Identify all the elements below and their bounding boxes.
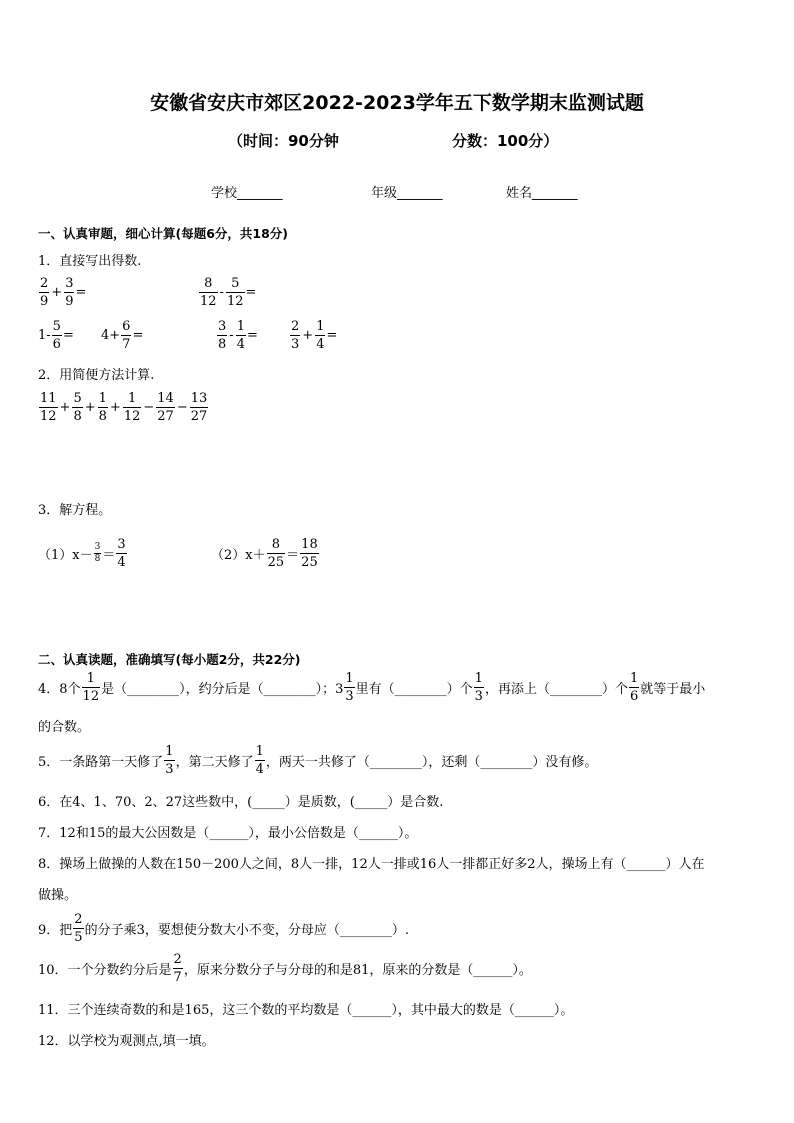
question-4-continued: 的合数。 xyxy=(38,720,91,735)
question-1-label: 1．直接写出得数. xyxy=(38,254,142,269)
exam-time: （时间：90分钟 xyxy=(228,132,339,150)
calc-expression-6: $\frac{2}{3}$ + $\frac{1}{4}$ = xyxy=(291,319,338,352)
exam-score: 分数：100分） xyxy=(452,132,559,150)
question-3-label: 3．解方程。 xyxy=(38,503,112,518)
question-12: 12．以学校为观测点,填一填。 xyxy=(38,1034,215,1049)
question-10: 10．一个分数约分后是 $\frac{2}{7}$ ，原来分数分子与分母的和是81，原来的分数是（______）。 xyxy=(38,952,532,985)
question-4: 4．8个 $\frac{1}{12}$ 是（________），约分后是（________）；3 $\frac{1}{3}$ 里有（________）个 $\frac{1}{3}$ ，再添上（________）个 $\frac{1}{6}$ 就等于最小 xyxy=(38,671,706,704)
section-1-heading: 一、认真审题，细心计算(每题6分，共18分) xyxy=(38,226,289,241)
page-title: 安徽省安庆市郊区2022-2023学年五下数学期末监测试题 xyxy=(150,92,644,114)
question-8: 8．操场上做操的人数在150－200人之间，8人一排，12人一排或16人一排都正好多2人，操场上有（______）人在 xyxy=(38,857,705,872)
calc-expression-5: $\frac{3}{8}$ - $\frac{1}{4}$ = xyxy=(218,319,258,352)
calc-expression-2: $\frac{8}{12}$ - $\frac{5}{12}$ = xyxy=(200,276,257,309)
school-field[interactable]: 学校_______ xyxy=(211,186,283,201)
calc-expression-1: $\frac{2}{9}$ + $\frac{3}{9}$ = xyxy=(40,276,87,309)
question-9: 9．把 $\frac{2}{5}$ 的分子乘3，要想使分数大小不变，分母应（________）. xyxy=(38,912,409,945)
question-8-continued: 做操。 xyxy=(38,888,78,903)
simplify-expression: $\frac{11}{12}$ + $\frac{5}{8}$ + $\frac{1}{8}$ + $\frac{1}{12}$ − $\frac{14}{27}$ − $\frac{13}{27}$ xyxy=(40,391,208,424)
question-7: 7．12和15的最大公因数是（______），最小公倍数是（______）。 xyxy=(38,826,418,841)
calc-expression-4: 4+ $\frac{6}{7}$ = xyxy=(101,319,144,352)
equation-1: （1）x－ $\frac{3}{8}$ ＝ $\frac{3}{4}$ xyxy=(38,537,126,570)
question-2-label: 2．用简便方法计算. xyxy=(38,368,155,383)
name-field[interactable]: 姓名_______ xyxy=(506,186,578,201)
grade-field[interactable]: 年级_______ xyxy=(371,186,443,201)
calc-expression-3: 1- $\frac{5}{6}$ = xyxy=(38,319,74,352)
question-6: 6．在4、1、70、2、27这些数中，(_____）是质数，(_____）是合数. xyxy=(38,795,444,810)
section-2-heading: 二、认真读题，准确填写(每小题2分，共22分) xyxy=(38,652,301,667)
question-11: 11．三个连续奇数的和是165，这三个数的平均数是（______），其中最大的数是（______）。 xyxy=(38,1003,574,1018)
question-5: 5．一条路第一天修了 $\frac{1}{3}$ ，第二天修了 $\frac{1}{4}$ ，两天一共修了（________），还剩（________）没有修。 xyxy=(38,744,598,777)
equation-2: （2）x＋ $\frac{8}{25}$ ＝ $\frac{18}{25}$ xyxy=(211,537,318,570)
